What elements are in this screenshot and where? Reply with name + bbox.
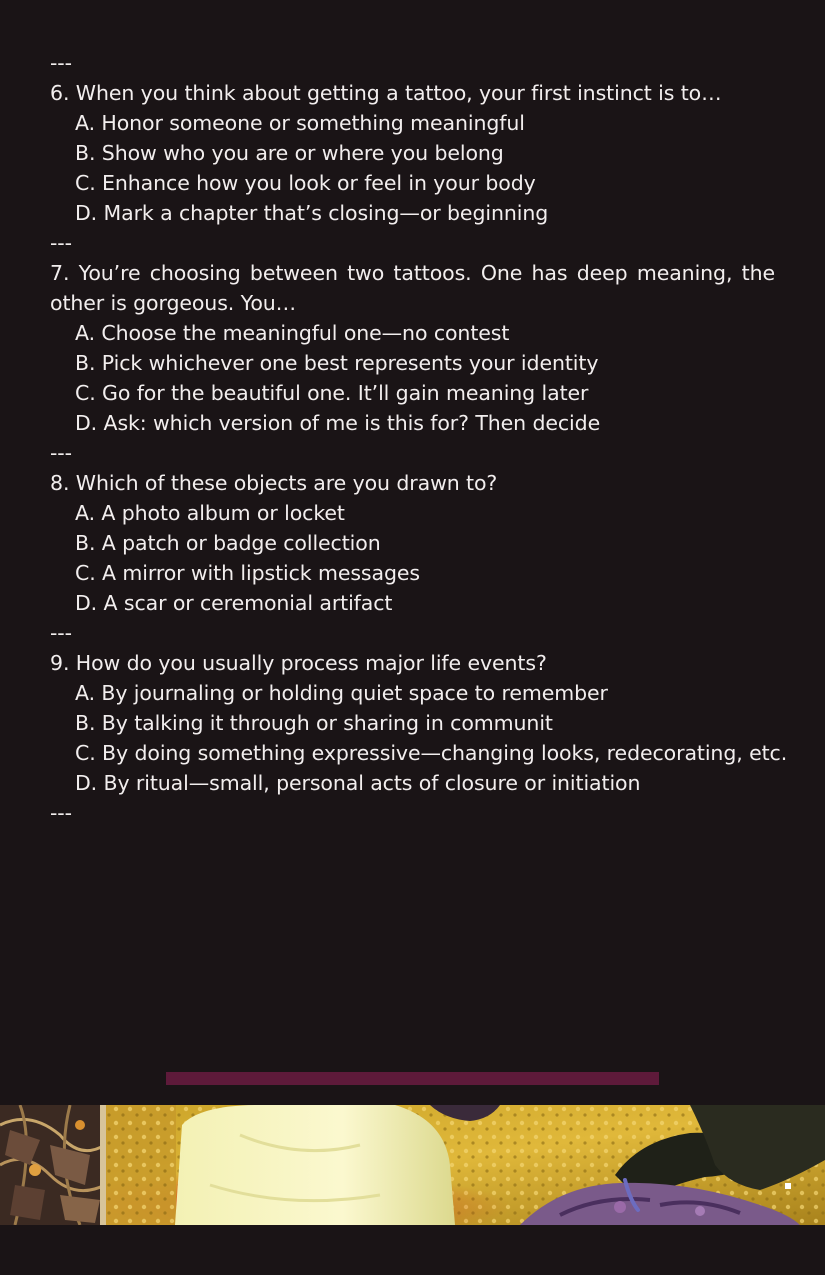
option-a: A. A photo album or locket [75,501,345,525]
closing-separator: --- [50,801,72,825]
option-b: B. Show who you are or where you belong [75,141,504,165]
option-c: C. A mirror with lipstick messages [75,561,420,585]
question-block-7 [50,228,775,438]
footer-banner-image [0,1105,825,1225]
question-block-6 [50,48,775,228]
option-b: B. Pick whichever one best represents your identity [75,351,599,375]
question-block-9 [50,618,788,798]
option-a: A. Choose the meaningful one—no contest [75,321,510,345]
option-c: C. Enhance how you look or feel in your body [75,171,536,195]
question-text: 6. When you think about getting a tattoo, your first instinct is to… [50,81,722,105]
option-a: A. By journaling or holding quiet space to remember [75,681,608,705]
separator: --- [50,51,72,75]
separator: --- [50,441,72,465]
question-text: 8. Which of these objects are you drawn to? [50,471,498,495]
separator: --- [50,231,72,255]
question-text: 9. How do you usually process major life events? [50,651,547,675]
option-b: B. By talking it through or sharing in communit [75,711,553,735]
question-block-8 [50,438,775,618]
option-c: C. Go for the beautiful one. It’ll gain meaning later [75,381,589,405]
option-b: B. A patch or badge collection [75,531,381,555]
option-d: D. Ask: which version of me is this for? Then decide [75,411,601,435]
stained-glass-icon [0,1105,106,1225]
option-a: A. Honor someone or something meaningful [75,111,525,135]
question-text: 7. You’re choosing between two tattoos. One has deep meaning, the other is gorgeous. You… [50,261,775,315]
option-c: C. By doing something expressive—changing looks, redecorating, etc. [75,741,788,765]
option-d: D. By ritual—small, personal acts of closure or initiation [75,771,641,795]
option-d: D. Mark a chapter that’s closing—or beginning [75,201,549,225]
option-d: D. A scar or ceremonial artifact [75,591,393,615]
separator: --- [50,621,72,645]
accent-bar [166,1072,659,1085]
quiz-content [50,48,788,828]
